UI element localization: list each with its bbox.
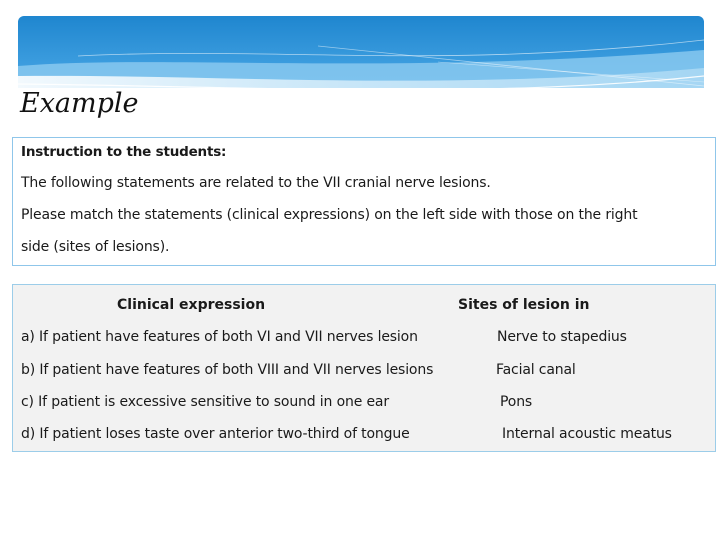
instruction-line: side (sites of lesions). <box>21 239 170 255</box>
instructions-box <box>12 137 716 266</box>
statement-item: a) If patient have features of both VI and VII nerves lesion <box>21 329 418 345</box>
site-item: Facial canal <box>496 362 576 378</box>
matching-box <box>12 284 716 452</box>
sites-of-lesion-header: Sites of lesion in <box>458 297 590 313</box>
header-banner <box>18 16 704 88</box>
site-item: Nerve to stapedius <box>497 329 627 345</box>
instructions-heading: Instruction to the students: <box>21 144 227 160</box>
banner-graphic <box>18 16 704 88</box>
instruction-line: Please match the statements (clinical expressions) on the left side with those on the right <box>21 207 638 223</box>
site-item: Pons <box>500 394 533 410</box>
clinical-expression-header: Clinical expression <box>117 297 266 313</box>
site-item: Internal acoustic meatus <box>502 426 672 442</box>
slide-title: Example <box>20 88 139 119</box>
statement-item: c) If patient is excessive sensitive to sound in one ear <box>21 394 389 410</box>
instruction-line: The following statements are related to the VII cranial nerve lesions. <box>21 175 491 191</box>
statement-item: b) If patient have features of both VIII and VII nerves lesions <box>21 362 434 378</box>
statement-item: d) If patient loses taste over anterior two-third of tongue <box>21 426 410 442</box>
